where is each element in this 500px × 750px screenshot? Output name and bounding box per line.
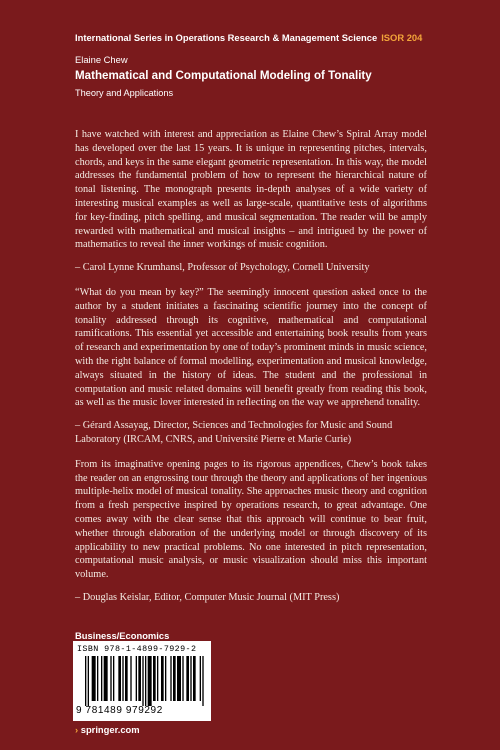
series-code: ISOR 204 (381, 32, 423, 43)
barcode-bar (130, 656, 131, 701)
series-name: International Series in Operations Research & Management Science (75, 32, 378, 43)
review-text: I have watched with interest and appreciation as Elaine Chew’s Spiral Array model has developed over the last 15 years. It is unique in representing pitches, intervals, chords, and keys in the same elegant geometric representation. In this way, the model addresses the fundamental problem of how to represent the hierarchical nature of tonal listening. The monograph presents in-depth analyses of a wide variety of interesting musical examples as well as large-scale, quantitative tests of algorithms for key-finding, pitch spelling, and musical segmentation. The reader will be amply rewarded with mathematical and musical insights – and intrigued by the power of mathematics to reveal the inner workings of music cognition. (75, 129, 427, 251)
review-text: From its imaginative opening pages to its rigorous appendices, Chew’s book takes the reader on an engrossing tour through the theory and applications of her ingenious multiple-helix model of musical tonality. She approaches music theory and cognition from a fresh perspective inspired by operations research, to great advantage. One comes away with the clear sense that this approach will continue to bear fruit, whether through elaboration of the underlying model or through discovery of its applicability to new practical problems. No one interested in pitch representation, computational music analysis, or music visualization should miss this important volume. (75, 458, 427, 581)
series-line (75, 32, 422, 43)
barcode-bar (182, 656, 183, 701)
reviews (75, 128, 427, 616)
book-subtitle: Theory and Applications (75, 88, 174, 98)
publisher-marker: › (75, 724, 79, 735)
barcode-icon (85, 656, 205, 706)
barcode-bar (186, 656, 189, 701)
barcode-bar (202, 656, 203, 706)
barcode-bar (148, 656, 152, 706)
review-text: “What do you mean by key?” The seemingly innocent question asked once to the author by a student initiates a fascinating scientific journey into the concept of tonality addressed through its cognitive, mathematical and computational ramifications. This essential yet accessible and entertaining book results from years of research and experimentation by one of today’s prominent minds in music science, with the right balance of formal modelling, experimentation and musical knowledge, always situated in the history of ideas. The student and the professional in computation and music related domains will benefit greatly from reading this book, as well as the music lover interested in reflecting on the way we apprehend tonality. (75, 286, 427, 409)
barcode-bar (157, 656, 158, 701)
barcode-bar (190, 656, 191, 701)
barcode-bar (118, 656, 121, 701)
barcode-bar (138, 656, 141, 701)
review-attribution: – Douglas Keislar, Editor, Computer Music Journal (MIT Press) (75, 591, 340, 603)
barcode-bar (122, 656, 123, 701)
barcode-bar (200, 656, 201, 701)
barcode-bar (85, 656, 86, 706)
publisher-url (75, 724, 140, 735)
barcode-bar (161, 656, 164, 701)
barcode-bar (113, 656, 114, 701)
barcode-bar (88, 656, 89, 706)
barcode-bar (165, 656, 166, 701)
subject-category: Business/Economics (75, 630, 170, 641)
barcode-bar (97, 656, 98, 701)
barcode-digits: 9 781489 979292 (76, 705, 163, 716)
barcode-bar (193, 656, 196, 701)
barcode-bar (125, 656, 128, 701)
barcode-bar (173, 656, 176, 701)
barcode-bar (145, 656, 146, 706)
barcode-bar (142, 656, 143, 706)
barcode-bar (170, 656, 171, 701)
barcode-bar (177, 656, 181, 701)
author-name: Elaine Chew (75, 54, 128, 65)
review-attribution: – Gérard Assayag, Director, Sciences and Technologies for Music and Sound Laboratory (IRCAM, CNRS, and Université Pierre et Marie Curie) (75, 420, 393, 445)
barcode-bar (92, 656, 96, 701)
book-title: Mathematical and Computational Modeling of Tonality (75, 69, 372, 82)
publisher-name: springer.com (80, 724, 140, 735)
barcode-block (73, 641, 211, 721)
barcode-bar (136, 656, 137, 701)
barcode-bar (110, 656, 111, 701)
isbn-text: ISBN 978-1-4899-7929-2 (77, 644, 197, 654)
barcode-bar (104, 656, 108, 701)
barcode-bar (153, 656, 156, 701)
barcode-bar (101, 656, 102, 701)
review-attribution: – Carol Lynne Krumhansl, Professor of Psychology, Cornell University (75, 262, 370, 274)
